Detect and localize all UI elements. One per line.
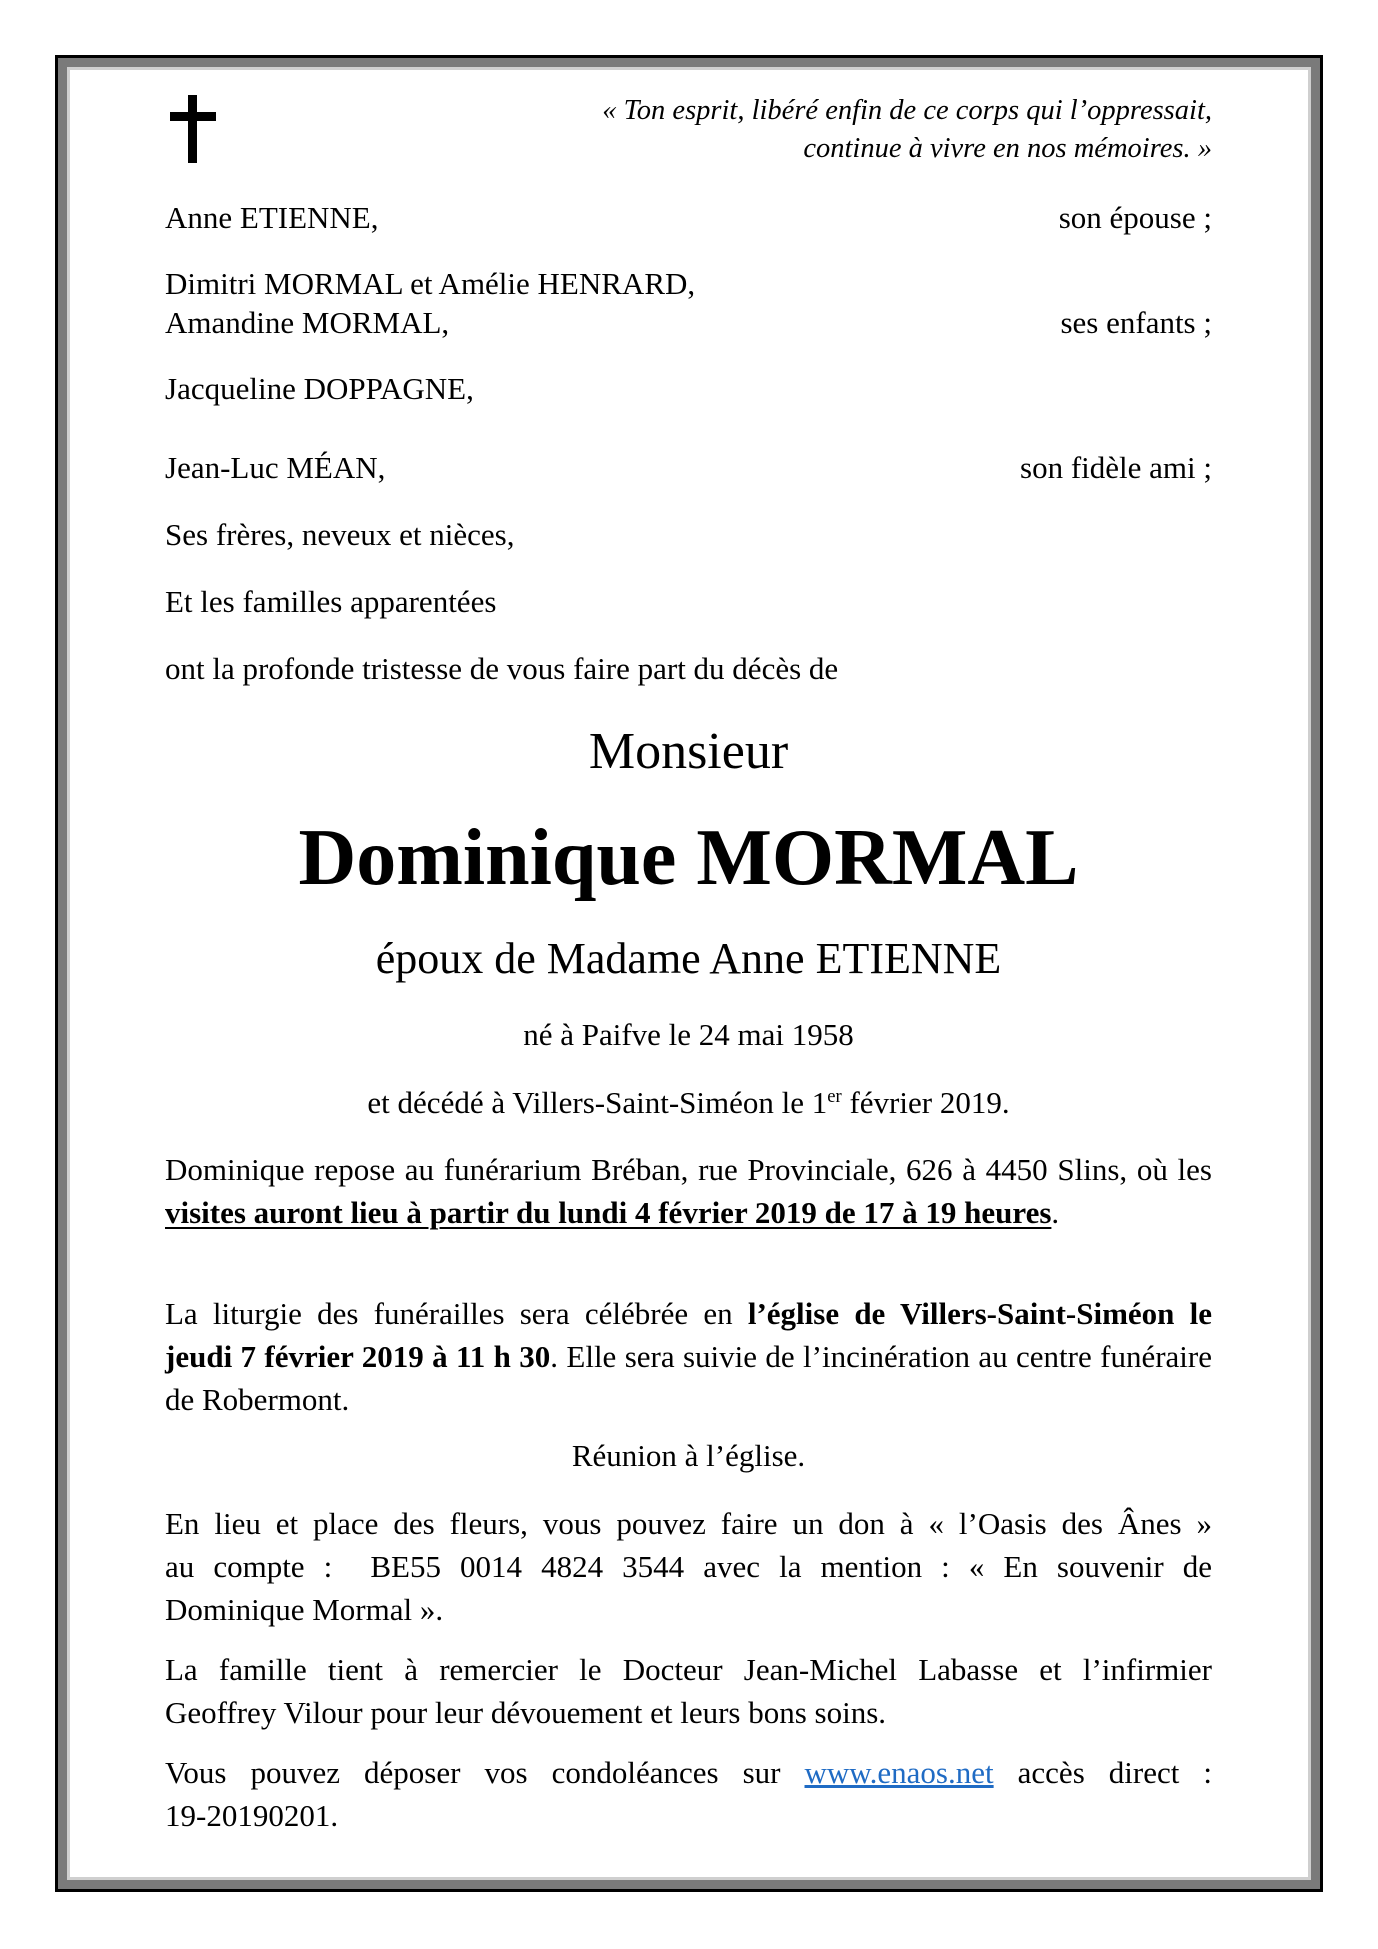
family-name: Jacqueline DOPPAGNE,: [165, 371, 474, 406]
family-row-doppagne: [165, 369, 1212, 409]
funeral-paragraph: [165, 1292, 1212, 1421]
donation-line-1: En lieu et place des fleurs, vous pouvez faire un don à « l’Oasis des Ânes »: [165, 1506, 1212, 1541]
family-row-children: [165, 264, 1212, 304]
condolences-paragraph: [165, 1751, 1212, 1837]
death-ordinal: er: [827, 1085, 842, 1107]
condolences-code: 19-20190201.: [165, 1798, 339, 1833]
family-relation: son fidèle ami ;: [1020, 450, 1212, 485]
funeral-location-time: l’église de Villers-Saint-Siméon le jeudi 7 février 2019 à 11 h 30: [165, 1296, 1212, 1374]
donation-line-3: Dominique Mormal ».: [165, 1592, 444, 1627]
family-name: Ses frères, neveux et nièces,: [165, 517, 515, 552]
condolences-text: Vous pouvez déposer vos condoléances sur: [165, 1755, 805, 1790]
deceased-name: Dominique MORMAL: [298, 814, 1079, 902]
family-name: Dimitri MORMAL et Amélie HENRARD,: [165, 266, 696, 301]
epigraph: [602, 92, 1212, 168]
visitation-hours: visites auront lieu à partir du lundi 4 février 2019 de 17 à 19 heures: [165, 1195, 1052, 1230]
epigraph-line-2: continue à vivre en nos mémoires. »: [803, 133, 1212, 164]
family-row-siblings: [165, 515, 1212, 555]
funeral-text: La liturgie des funérailles sera célébrée en: [165, 1296, 748, 1331]
family-row-friend: [165, 448, 1212, 488]
visitation-text: Dominique repose au funérarium Bréban, rue Provinciale, 626 à 4450 Slins, où les: [165, 1152, 1212, 1187]
family-row-relatives: [165, 582, 1212, 622]
latin-cross-icon: [170, 95, 216, 163]
family-name: Et les familles apparentées: [165, 584, 497, 619]
visitation-end: .: [1051, 1195, 1060, 1230]
family-name: Amandine MORMAL,: [165, 305, 450, 340]
enaos-link[interactable]: www.enaos.net: [804, 1755, 994, 1790]
family-name: Anne ETIENNE,: [165, 200, 379, 235]
deceased-spouse: époux de Madame Anne ETIENNE: [375, 934, 1002, 983]
announcement-text: ont la profonde tristesse de vous faire part du décès de: [165, 651, 839, 686]
family-row-spouse: [165, 198, 1212, 238]
thanks-line-1: La famille tient à remercier le Docteur Jean-Michel Labasse et l’infirmier: [165, 1652, 1212, 1687]
family-relation: son épouse ;: [1058, 200, 1212, 235]
epigraph-line-1: « Ton esprit, libéré enfin de ce corps qui l’oppressait,: [602, 95, 1212, 126]
donation-paragraph: [165, 1502, 1212, 1631]
gathering-note: Réunion à l’église.: [571, 1438, 806, 1473]
death-prefix: et décédé à Villers-Saint-Siméon le 1: [367, 1085, 828, 1120]
family-relation: ses enfants ;: [1060, 305, 1212, 340]
thanks-line-2: Geoffrey Vilour pour leur dévouement et leurs bons soins.: [165, 1695, 887, 1730]
death-info: [165, 1083, 1212, 1123]
condolences-line-1: [165, 1751, 1212, 1794]
thanks-paragraph: [165, 1648, 1212, 1734]
family-name: Jean-Luc MÉAN,: [165, 450, 386, 485]
family-row-children-2: [165, 303, 1212, 343]
donation-line-2: au compte : BE55 0014 4824 3544 avec la mention : « En souvenir de: [165, 1549, 1212, 1584]
visitation-paragraph: [165, 1148, 1212, 1234]
condolences-direct-access: accès direct :: [993, 1755, 1213, 1790]
funeral-cremation: . Elle sera suivie de l’incinération au centre funéraire de Robermont.: [165, 1339, 1212, 1417]
death-suffix: février 2019.: [841, 1085, 1010, 1120]
announcement: [165, 649, 1212, 689]
deceased-title: Monsieur: [588, 723, 789, 780]
birth-info: né à Paifve le 24 mai 1958: [523, 1017, 854, 1052]
